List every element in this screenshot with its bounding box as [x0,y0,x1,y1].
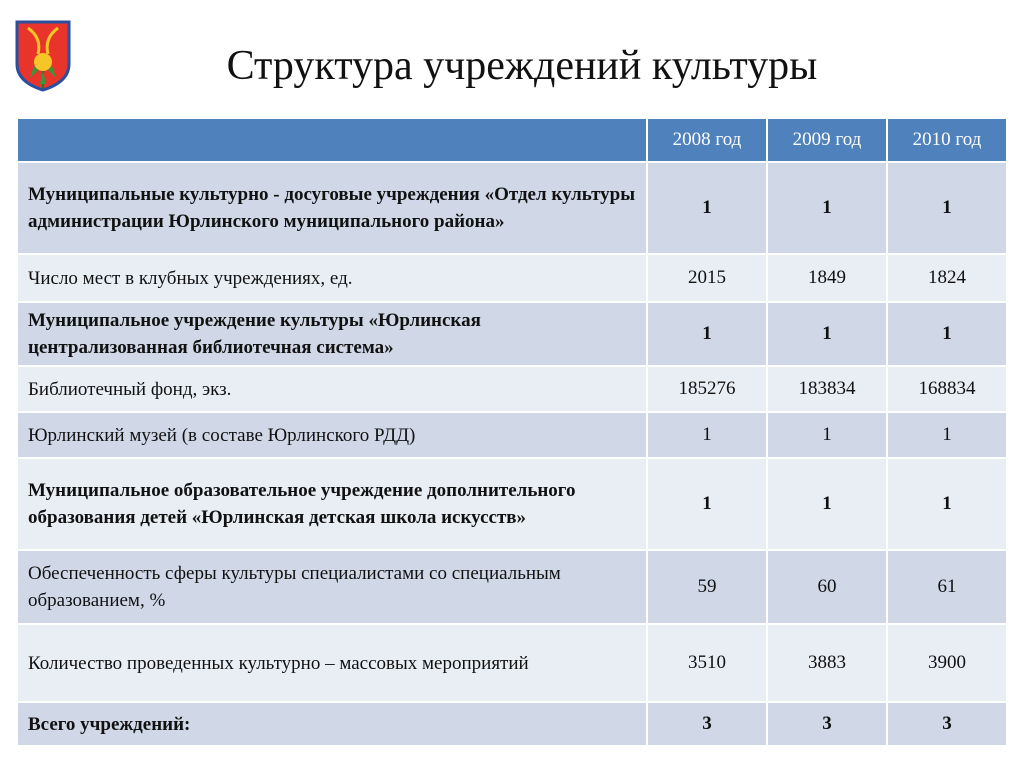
page-title: Структура учреждений культуры [226,43,818,89]
row-label: Всего учреждений: [17,702,647,746]
cell-2010: 61 [887,550,1007,624]
cell-2008: 3510 [647,624,767,702]
table-row [17,550,1007,624]
cell-2010: 1 [887,412,1007,458]
row-label: Муниципальное учреждение культуры «Юрлинская централизованная библиотечная система» [17,302,647,366]
cell-2009: 1 [767,458,887,550]
culture-structure-table [16,117,1008,747]
row-label: Муниципальные культурно - досуговые учреждения «Отдел культуры администрации Юрлинского муниципального района» [17,162,647,254]
row-label: Количество проведенных культурно – массовых мероприятий [17,624,647,702]
header-cell-2008: 2008 год [647,118,767,162]
table-row [17,458,1007,550]
table-row [17,624,1007,702]
cell-2008: 1 [647,458,767,550]
cell-2009: 3883 [767,624,887,702]
cell-2010: 168834 [887,366,1007,412]
cell-2009: 1 [767,162,887,254]
cell-2009: 1 [767,412,887,458]
cell-2010: 3900 [887,624,1007,702]
cell-2010: 1 [887,162,1007,254]
table-row [17,412,1007,458]
cell-2008: 2015 [647,254,767,302]
cell-2010: 1 [887,302,1007,366]
header-cell-2010: 2010 год [887,118,1007,162]
table-row [17,366,1007,412]
cell-2009: 183834 [767,366,887,412]
row-label: Число мест в клубных учреждениях, ед. [17,254,647,302]
table-row [17,702,1007,746]
cell-2009: 3 [767,702,887,746]
cell-2009: 60 [767,550,887,624]
cell-2008: 1 [647,412,767,458]
table-row [17,302,1007,366]
row-label: Библиотечный фонд, экз. [17,366,647,412]
cell-2010: 1824 [887,254,1007,302]
header-cell-empty [17,118,647,162]
cell-2008: 1 [647,162,767,254]
header-cell-2009: 2009 год [767,118,887,162]
cell-2008: 3 [647,702,767,746]
cell-2008: 1 [647,302,767,366]
cell-2009: 1 [767,302,887,366]
row-label: Юрлинский музей (в составе Юрлинского РДД) [17,412,647,458]
table-row [17,162,1007,254]
cell-2010: 1 [887,458,1007,550]
table-row [17,254,1007,302]
cell-2010: 3 [887,702,1007,746]
row-label: Муниципальное образовательное учреждение дополнительного образования детей «Юрлинская детская школа искусств» [17,458,647,550]
row-label: Обеспеченность сферы культуры специалистами со специальным образованием, % [17,550,647,624]
table-header-row [17,118,1007,162]
cell-2009: 1849 [767,254,887,302]
cell-2008: 59 [647,550,767,624]
cell-2008: 185276 [647,366,767,412]
